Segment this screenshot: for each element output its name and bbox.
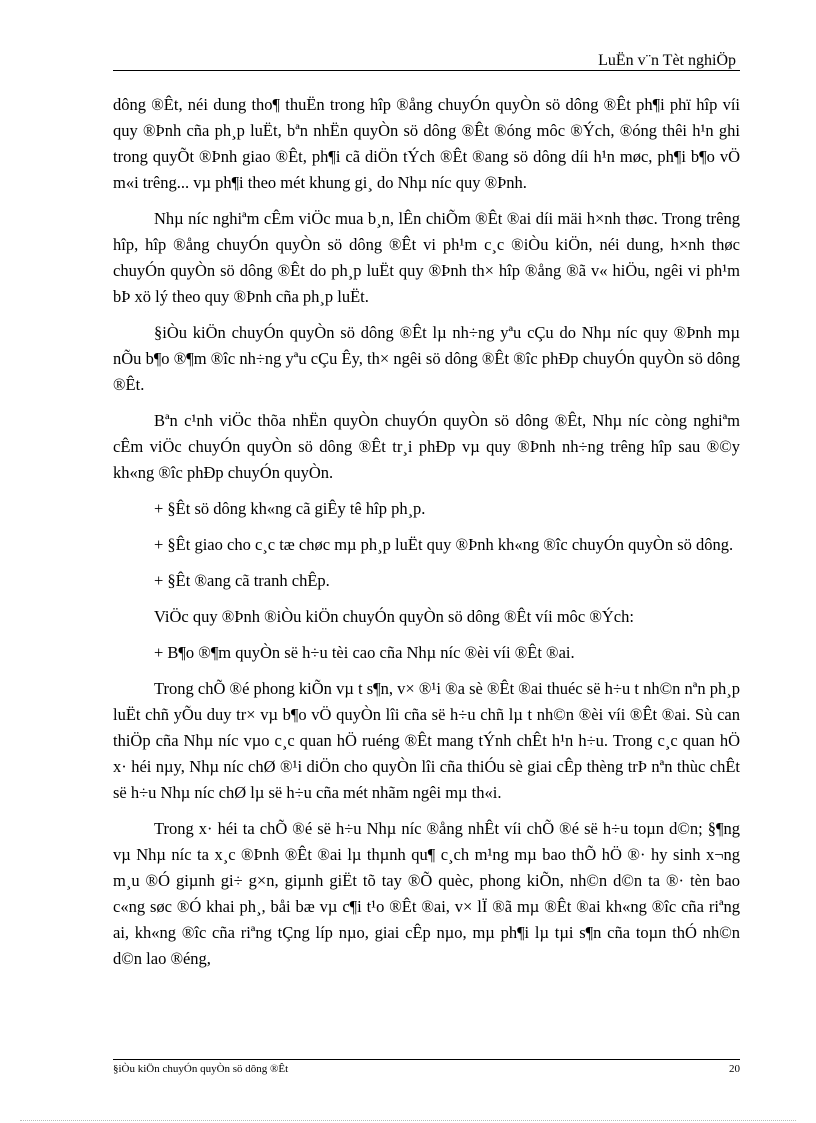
paragraph: dông ®Êt, néi dung tho¶ thuËn trong hîp ®ång chuyÓn quyÒn sö dông ®Êt ph¶i phï hîp víi quy ®Þnh cña ph¸p luËt, bªn nhËn quyÒn sö dông ®Êt ®óng môc ®Ých, ®óng thêi h¹n ghi trong quyÕt ®Þnh giao ®Êt, ph¶i cã diÖn tÝch ®Êt ®ang sö dông díi h¹n møc, ph¶i b¶o vÖ m«i trêng... vµ ph¶i theo mét khung gi¸ do Nhµ níc quy ®Þnh. — [113, 95, 740, 192]
footer-chapter-title: §iÒu kiÖn chuyÓn quyÒn sö dông ®Êt — [113, 1063, 289, 1075]
list-item: + §Êt sö dông kh«ng cã giÊy tê hîp ph¸p. — [154, 499, 426, 518]
list-item: + §Êt giao cho c¸c tæ chøc mµ ph¸p luËt quy ®Þnh kh«ng ®îc chuyÓn quyÒn sö dông. — [154, 535, 734, 554]
page-header-title: LuËn v¨n Tèt nghiÖp — [598, 52, 736, 69]
footer-rule — [113, 1059, 740, 1060]
header-rule — [113, 70, 740, 71]
paragraph: Bªn c¹nh viÖc thõa nhËn quyÒn chuyÓn quyÒn sö dông ®Êt, Nhµ níc còng nghiªm cÊm viÖc chuyÓn quyÒn sö dông ®Êt tr¸i phÐp vµ quy ®Þnh nh÷ng trêng hîp sau ®©y kh«ng ®îc phÐp chuyÓn quyÒn. — [113, 411, 740, 482]
paragraph: Nhµ níc nghiªm cÊm viÖc mua b¸n, lÊn chiÕm ®Êt ®ai díi mäi h×nh thøc. Trong trêng hîp, hîp ®ång chuyÓn quyÒn sö dông ®Êt vi ph¹m c¸c ®iÒu kiÖn, néi dung, h×nh thøc chuyÓn quyÒn sö dông ®Êt do ph¸p luËt quy ®Þnh th× hîp ®ång ®ã v« hiÖu, ngêi vi ph¹m bÞ xö lý theo quy ®Þnh cña ph¸p luËt. — [113, 209, 740, 306]
document-body — [113, 92, 740, 982]
paragraph: §iÒu kiÖn chuyÓn quyÒn sö dông ®Êt lµ nh÷ng yªu cÇu do Nhµ níc quy ®Þnh mµ nÕu b¶o ®¶m ®îc nh÷ng yªu cÇu Êy, th× ngêi sö dông ®Êt ®îc phÐp chuyÓn quyÒn sö dông ®Êt. — [113, 323, 740, 394]
page-edge — [20, 1120, 796, 1121]
list-item: + B¶o ®¶m quyÒn së h÷u tèi cao cña Nhµ níc ®èi víi ®Êt ®ai. — [154, 643, 575, 662]
page-number: 20 — [729, 1063, 740, 1075]
paragraph: Trong x· héi ta chÕ ®é së h÷u Nhµ níc ®ång nhÊt víi chÕ ®é së h÷u toµn d©n; §¶ng vµ Nhµ níc ta x¸c ®Þnh ®Êt ®ai lµ thµnh qu¶ c¸ch m¹ng mµ bao thÕ hÖ ®· hy sinh x¬ng m¸u ®Ó giµnh gi÷ g×n, giµnh giËt tõ tay ®Õ quèc, phong kiÕn, nh©n d©n ta ®· tèn bao c«ng søc ®Ó khai ph¸, båi bæ vµ c¶i t¹o ®Êt ®ai, v× lÏ ®ã mµ ®Êt ®ai kh«ng ®îc cña riªng ai, kh«ng ®îc cña riªng tÇng líp nµo, giai cÊp nµo, mµ ph¶i lµ tµi s¶n cña toµn thÓ nh©n d©n lao ®éng, — [113, 819, 740, 968]
paragraph: Trong chÕ ®é phong kiÕn vµ t s¶n, v× ®¹i ®a sè ®Êt ®ai thuéc së h÷u t nh©n nªn ph¸p luËt chñ yÕu duy tr× vµ b¶o vÖ quyÒn lîi cña së h÷u chñ lµ t nh©n ®èi víi ®Êt ®ai. Sù can thiÖp cña Nhµ níc vµo c¸c quan hÖ ruéng ®Êt mang tÝnh chÊt h¹n h÷u. Trong c¸c quan hÖ x· héi nµy, Nhµ níc chØ ®¹i diÖn cho quyÒn lîi cña thiÓu sè giai cÊp thèng trÞ nªn thùc chÊt së h÷u Nhµ níc chØ lµ së h÷u cña mét nhãm ngêi mµ th«i. — [113, 679, 740, 802]
list-item: + §Êt ®ang cã tranh chÊp. — [154, 571, 330, 590]
paragraph: ViÖc quy ®Þnh ®iÒu kiÖn chuyÓn quyÒn sö dông ®Êt víi môc ®Ých: — [154, 607, 634, 626]
